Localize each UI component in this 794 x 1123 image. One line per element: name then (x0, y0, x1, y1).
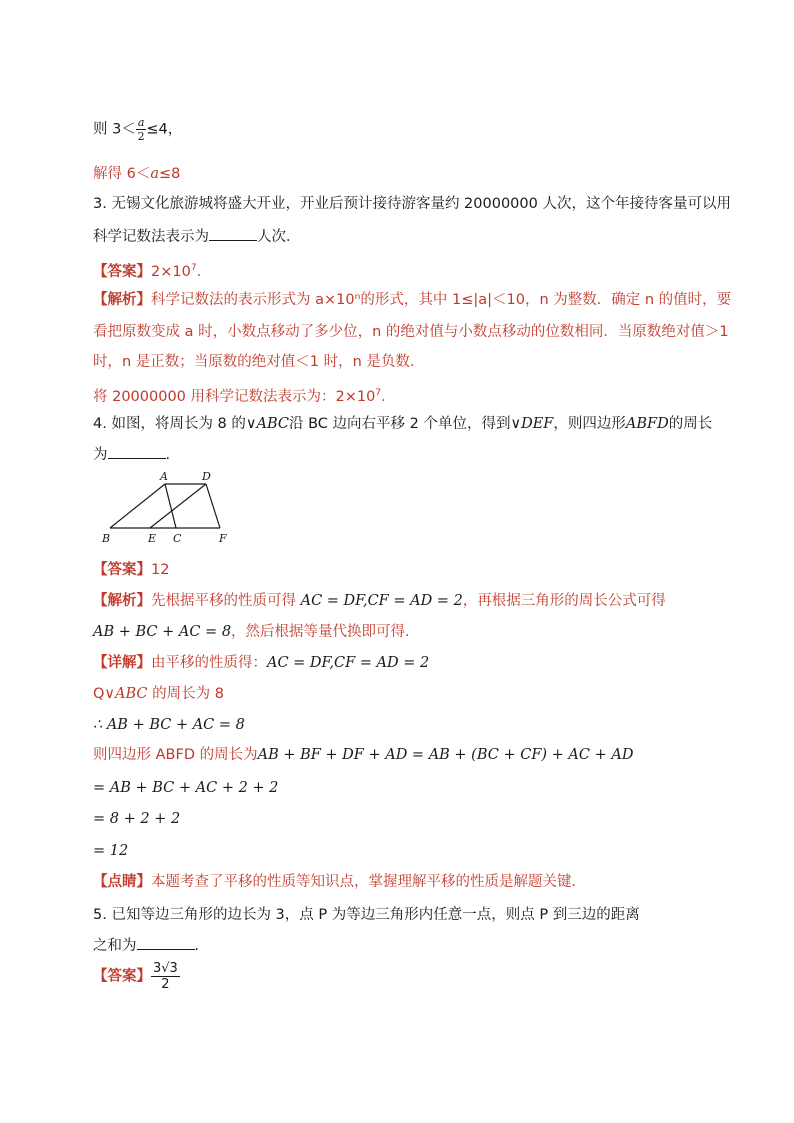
ineq-suffix: ≤4， (146, 121, 183, 138)
fraction-a-over-2: $\frac{a}{2}$ (137, 116, 145, 143)
q3-conclusion-end: ． (381, 388, 396, 405)
solution-line (93, 164, 180, 184)
q5-text-line2 (93, 935, 209, 956)
q4-step1 (93, 684, 224, 704)
q4-step3-math: AB + BF + DF + AD = AB + (BC + CF) + AC + AD (257, 747, 634, 763)
q4-step1-pre: Q (93, 686, 105, 702)
q3-text-line1: 3. 无锡文化旅游城将盛大开业，开业后预计接待游客量约 20000000 人次，这个年接待客量可以用 (93, 196, 731, 212)
q3-answer (93, 258, 211, 282)
q3-line2-post: 人次． (257, 229, 301, 245)
q4-line1-mid: 沿 BC 边向右平移 2 个单位，得到 (289, 416, 511, 432)
q5-line2-post: ． (194, 938, 209, 954)
q3-analysis-line2: 看把原数变成 a 时，小数点移动了多少位，n 的绝对值与小数点移动的位数相同．当原数绝对值＞1 (93, 324, 729, 340)
detail-tag: 【详解】 (93, 655, 151, 671)
analysis-tag: 【解析】 (93, 593, 151, 609)
q3-conclusion-exp: 7 (375, 388, 382, 398)
solution-prefix: 解得 6＜ (93, 166, 151, 182)
q4-detail-math: AC = DF,CF = AD = 2 (267, 655, 430, 671)
q4-step4: = AB + BC + AC + 2 + 2 (93, 780, 279, 796)
q5-line2-pre: 之和为 (93, 938, 137, 954)
q4-step3 (93, 745, 633, 765)
solution-var: a (150, 166, 159, 182)
q4-line1-pre: 4. 如图，将周长为 8 的 (93, 416, 246, 432)
segment-ed (150, 484, 206, 528)
q5-answer-den: 2 (161, 977, 170, 992)
translation-figure (100, 470, 240, 546)
segment-ac (165, 484, 176, 528)
q4-detail (93, 653, 429, 673)
comment-tag: 【点睛】 (93, 874, 151, 890)
label-c: C (173, 532, 182, 545)
label-f: F (219, 532, 227, 545)
q4-step2: ∴ AB + BC + AC = 8 (93, 717, 245, 733)
answer-tag: 【答案】 (93, 968, 151, 985)
q4-comment-text: 本题考查了平移的性质等知识点，掌握理解平移的性质是解题关键． (151, 874, 586, 890)
segment-ba (110, 484, 165, 528)
label-d: D (202, 470, 211, 483)
answer-tag: 【答案】 (93, 562, 151, 578)
q4-answer (93, 560, 169, 580)
q5-answer-blank (137, 935, 195, 950)
q3-answer-blank (209, 226, 257, 241)
q3-answer-end: ． (196, 263, 212, 280)
q4-answer-blank (108, 444, 166, 459)
q3-answer-base: 2×10 (151, 263, 191, 280)
q3-text-line2 (93, 226, 301, 247)
q4-analysis-pre: 先根据平移的性质可得 (151, 593, 301, 609)
q4-analysis-line2 (93, 622, 420, 642)
label-e: E (148, 532, 157, 545)
inequality-line (93, 117, 182, 142)
q4-step1-tri: ∨ABC (104, 686, 148, 702)
q4-text-line1 (93, 414, 712, 434)
q4-line2-post: ． (165, 447, 180, 463)
q3-line2-pre: 科学记数法表示为 (93, 229, 209, 245)
q4-analysis-line1 (93, 591, 666, 611)
q4-triangle-def: ∨DEF (510, 416, 554, 432)
answer-tag: 【答案】 (93, 263, 151, 280)
q4-analysis-post: ，再根据三角形的周长公式可得 (462, 593, 666, 609)
label-a: A (160, 470, 168, 483)
q5-answer-fraction (151, 962, 180, 991)
q5-text-line1: 5. 已知等边三角形的边长为 3，点 P 为等边三角形内任意一点，则点 P 到三边的距离 (93, 907, 640, 923)
q4-analysis-post2: ，然后根据等量代换即可得． (231, 624, 420, 640)
q4-comment (93, 872, 586, 892)
q4-step5: = 8 + 2 + 2 (93, 811, 181, 827)
q4-detail-pre: 由平移的性质得： (151, 655, 267, 671)
q3-analysis-line1 (93, 290, 731, 310)
label-b: B (102, 532, 111, 545)
q4-step6: = 12 (93, 843, 129, 859)
q3-analysis-text1: 科学记数法的表示形式为 a×10ⁿ的形式，其中 1≤|a|＜10，n 为整数．确定 n 的值时，要 (151, 292, 732, 308)
analysis-tag: 【解析】 (93, 292, 151, 308)
q3-conclusion-pre: 将 20000000 用科学记数法表示为：2×10 (93, 388, 376, 405)
q5-answer-num: 3√3 (153, 961, 178, 976)
q4-text-line2 (93, 444, 180, 465)
q4-quad-abfd: ABFD (625, 416, 669, 432)
q3-conclusion (93, 383, 396, 407)
segment-df (206, 484, 220, 528)
q4-triangle-abc: ∨ABC (245, 416, 289, 432)
q4-line1-mid2: ，则四边形 (553, 416, 626, 432)
q3-analysis-line3: 时，n 是正数；当原数的绝对值＜1 时，n 是负数． (93, 354, 425, 370)
q4-step1-post: 的周长为 8 (147, 686, 224, 702)
q4-analysis-math1: AC = DF,CF = AD = 2 (300, 593, 463, 609)
q4-line1-post: 的周长 (668, 416, 713, 432)
q4-analysis-math2: AB + BC + AC = 8 (93, 624, 232, 640)
q4-line2-pre: 为 (93, 447, 108, 463)
q4-answer-value: 12 (151, 562, 170, 578)
q4-step3-pre: 则四边形 ABFD 的周长为 (93, 747, 258, 763)
solution-suffix: ≤8 (159, 166, 181, 182)
q3-answer-exp: 7 (190, 263, 197, 273)
q5-answer (93, 962, 180, 991)
ineq-prefix: 则 3＜ (93, 121, 136, 138)
